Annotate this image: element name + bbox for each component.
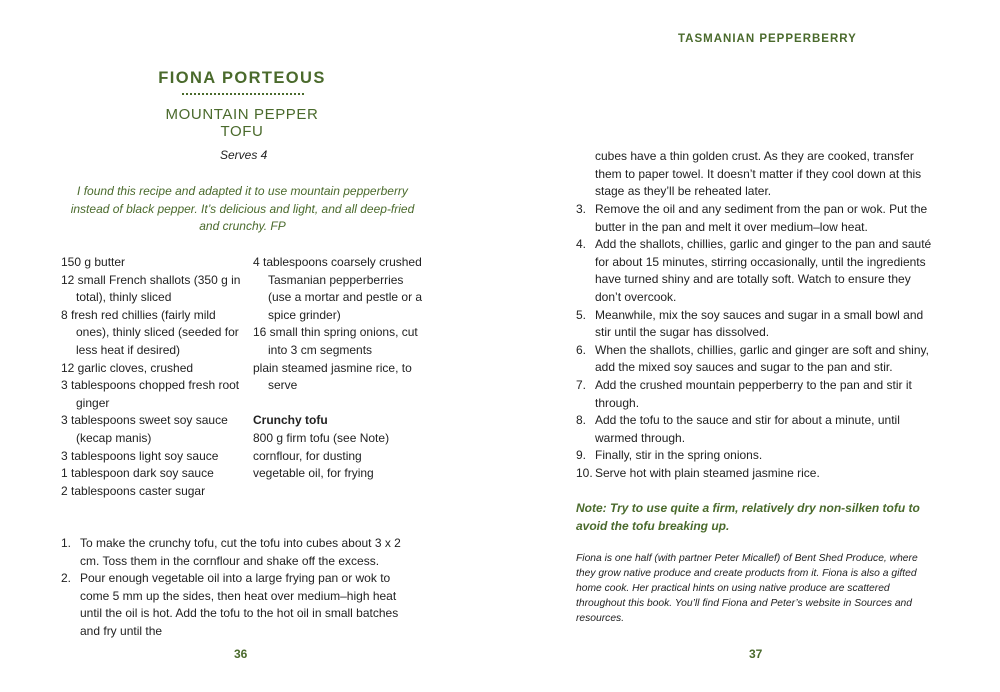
page-number-right: 37 <box>749 647 763 661</box>
recipe-title: MOUNTAIN PEPPER TOFU <box>165 106 319 140</box>
step-number: 2. <box>61 571 72 586</box>
step-number: 8. <box>576 413 587 428</box>
step-text: Add the tofu to the sauce and stir for about a minute, until warmed through. <box>595 413 900 445</box>
step-number: 9. <box>576 448 587 463</box>
step-number: 5. <box>576 307 587 322</box>
ingredients-column-2 <box>253 254 425 483</box>
method-step <box>576 236 938 306</box>
method-step <box>576 342 938 377</box>
method-step <box>61 570 421 640</box>
crunchy-tofu-heading: Crunchy tofu <box>253 413 328 428</box>
ingredient: plain steamed jasmine rice, to serve <box>253 360 412 393</box>
ingredient: 16 small thin spring onions, cut into 3 cm segments <box>253 325 418 357</box>
ingredient: vegetable oil, for frying <box>253 466 374 481</box>
serves-line: Serves 4 <box>220 148 268 162</box>
method-list-left <box>61 535 421 641</box>
step-text: Serve hot with plain steamed jasmine rice. <box>595 465 820 480</box>
running-head: TASMANIAN PEPPERBERRY <box>678 33 857 45</box>
method-step <box>576 412 938 447</box>
method-step <box>61 535 421 570</box>
ingredient: 3 tablespoons sweet soy sauce (kecap manis) <box>61 413 228 445</box>
recipe-intro: I found this recipe and adapted it to use mountain pepperberry instead of black pepper. It’s delicious and light, and all deep-fried and crunchy. FP <box>70 184 415 234</box>
step-number: 7. <box>576 377 587 392</box>
method-step <box>576 465 938 483</box>
step-number: 4. <box>576 237 587 252</box>
ingredient: 1 tablespoon dark soy sauce <box>61 466 214 481</box>
ingredient: 3 tablespoons light soy sauce <box>61 448 219 463</box>
step-text: To make the crunchy tofu, cut the tofu into cubes about 3 x 2 cm. Toss them in the cornflour and shake off the excess. <box>80 536 401 568</box>
step-text: When the shallots, chillies, garlic and ginger are soft and shiny, add the mixed soy sauces and sugar to the pan and stir. <box>595 342 929 375</box>
method-step <box>576 377 938 412</box>
step-number: 3. <box>576 202 587 216</box>
ingredient: 2 tablespoons caster sugar <box>61 483 206 498</box>
ingredient: 12 small French shallots (350 g in total), thinly sliced <box>61 272 241 305</box>
step-number: 10. <box>576 465 593 480</box>
step-number: 1. <box>61 536 72 550</box>
step-text: Add the shallots, chillies, garlic and ginger to the pan and sauté for about 15 minutes, stirring occasionally, until the ingredients have turned shiny and are totally soft. Watch to ensure they don’t overcook. <box>595 237 932 304</box>
dotted-divider <box>182 93 304 95</box>
ingredient: 150 g butter <box>61 255 126 269</box>
step-text: Add the crushed mountain pepperberry to the pan and stir it through. <box>595 377 912 410</box>
ingredient: 3 tablespoons chopped fresh root ginger <box>61 378 240 410</box>
step-text: Remove the oil and any sediment from the pan or wok. Put the butter in the pan and melt it over medium–low heat. <box>595 202 928 234</box>
method-step <box>576 201 938 236</box>
method-list-right <box>576 201 938 483</box>
ingredient: 4 tablespoons coarsely crushed Tasmanian pepperberries (use a mortar and pestle or a spice grinder) <box>253 255 423 322</box>
method-step-continued: cubes have a thin golden crust. As they are cooked, transfer them to paper towel. It doesn’t matter if they cool down at this stage as they’ll be reheated later. <box>595 149 922 199</box>
step-text: Pour enough vegetable oil into a large frying pan or wok to come 5 mm up the sides, then heat over medium–high heat until the oil is hot. Add the tofu to the hot oil in small batches and fry until the <box>80 571 399 638</box>
step-number: 6. <box>576 342 587 357</box>
page-number-left: 36 <box>234 647 248 661</box>
author-bio: Fiona is one half (with partner Peter Micallef) of Bent Shed Produce, where they grow native produce and create products from it. Fiona is also a gifted home cook. Her practical hints on using native produce are scattered throughout this book. You’ll find Fiona and Peter’s website in Sources and resources. <box>576 553 918 624</box>
ingredient: 12 garlic cloves, crushed <box>61 360 194 375</box>
ingredient: cornflour, for dusting <box>253 448 362 463</box>
author-name: FIONA PORTEOUS <box>158 69 326 87</box>
method-step <box>576 447 938 465</box>
tofu-note: Note: Try to use quite a firm, relatively dry non-silken tofu to avoid the tofu breaking up. <box>576 501 920 533</box>
method-step <box>576 307 938 342</box>
ingredients-column-1 <box>61 254 241 500</box>
step-text: Finally, stir in the spring onions. <box>595 448 763 463</box>
ingredient: 8 fresh red chillies (fairly mild ones), thinly sliced (seeded for less heat if desired) <box>61 307 239 357</box>
step-text: Meanwhile, mix the soy sauces and sugar in a small bowl and stir until the sugar has dissolved. <box>595 307 924 340</box>
ingredient: 800 g firm tofu (see Note) <box>253 430 390 445</box>
